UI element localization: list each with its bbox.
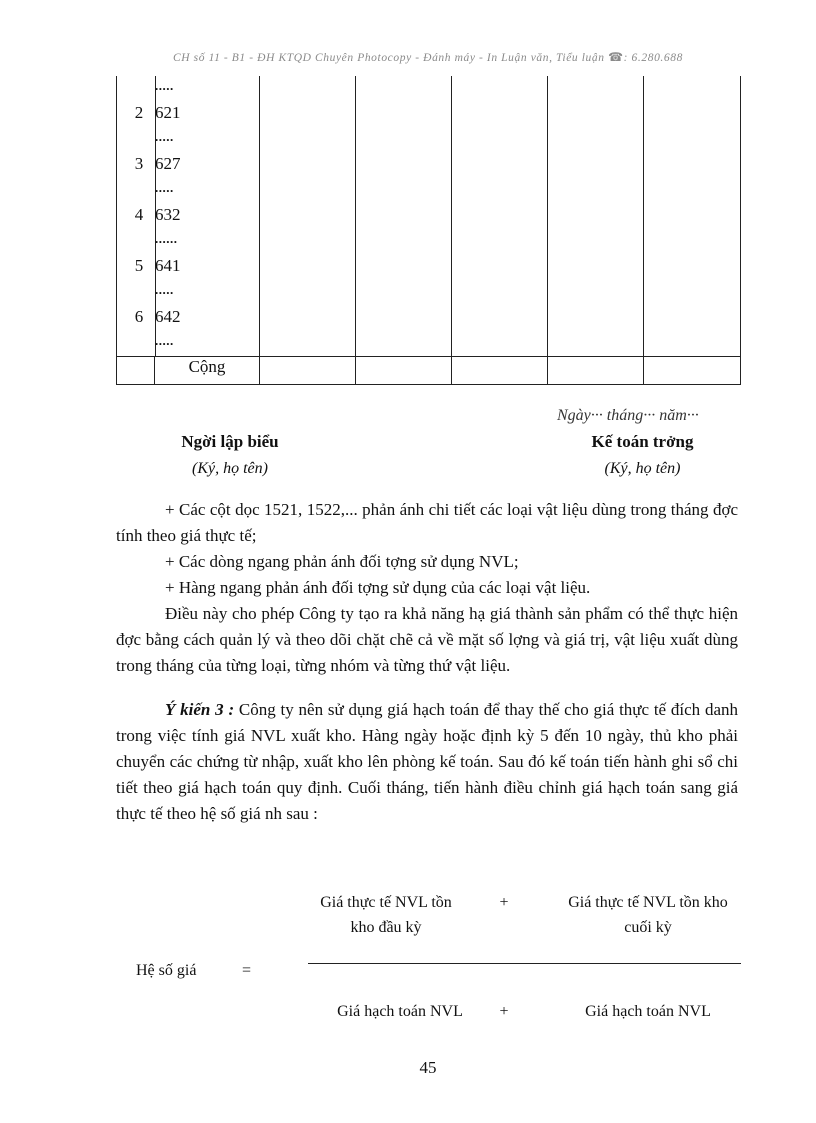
row-account: 632 xyxy=(155,205,181,224)
table-cell xyxy=(452,357,548,385)
table-cell xyxy=(356,357,452,385)
table-cell xyxy=(117,357,155,385)
note-paragraph: + Các cột dọc 1521, 1522,... phản ánh chi tiết các loại vật liệu dùng trong tháng đợc tính theo giá thực tế; xyxy=(116,500,738,545)
row-stt: 4 xyxy=(134,205,144,224)
page-header xyxy=(0,50,816,65)
dots-row: ..... xyxy=(155,78,174,93)
phone-icon: ☎ xyxy=(608,50,624,64)
chief-accountant-signature xyxy=(570,432,715,478)
row-stt: 6 xyxy=(134,307,144,326)
dots-row: ...... xyxy=(155,231,178,246)
date-line: Ngày··· tháng··· năm··· xyxy=(557,407,699,424)
preparer-sub: (Ký, họ tên) xyxy=(192,460,268,477)
fraction-bar xyxy=(308,963,741,964)
row-account: 642 xyxy=(155,307,181,326)
opinion-section xyxy=(116,697,738,827)
denominator-plus: + xyxy=(499,1003,509,1020)
table-left-cell xyxy=(117,76,260,357)
total-label: Cộng xyxy=(155,357,260,385)
dots-row: ..... xyxy=(155,333,174,348)
dots-row: ..... xyxy=(155,180,174,195)
table-cell xyxy=(644,76,741,357)
table-cell xyxy=(260,76,356,357)
denominator-right: Giá hạch toán NVL xyxy=(585,1003,711,1020)
formula-lhs: Hệ số giá xyxy=(136,962,197,979)
table-cell xyxy=(644,357,741,385)
preparer-title: Ngời lập biểu xyxy=(181,432,279,451)
formula-equals: = xyxy=(242,962,252,979)
material-usage-table xyxy=(116,76,741,385)
dots-row: ..... xyxy=(155,282,174,297)
row-stt: 2 xyxy=(134,103,144,122)
header-phone: : 6.280.688 xyxy=(623,52,683,64)
note-paragraph: + Hàng ngang phản ánh đối tợng sử dụng của các loại vật liệu. xyxy=(165,578,591,597)
row-account: 621 xyxy=(155,103,181,122)
numerator-right: Giá thực tế NVL tồn kho cuối kỳ xyxy=(568,894,728,936)
chief-accountant-title: Kế toán trởng xyxy=(591,432,694,451)
table-cell xyxy=(452,76,548,357)
page-number: 45 xyxy=(419,1058,437,1077)
table-cell xyxy=(548,357,644,385)
header-text: CH số 11 - B1 - ĐH KTQD Chuyên Photocopy - Đánh máy - In Luận văn, Tiểu luận xyxy=(173,52,605,64)
table-row xyxy=(117,76,741,357)
note-paragraph: Điều này cho phép Công ty tạo ra khả năng hạ giá thành sản phẩm có thể thực hiện đợc bằng cách quản lý và theo dõi chặt chẽ cả về mặt số lợng và giá trị, vật liệu xuất dùng trong tháng của từng loại, từng nhóm và từng thứ vật liệu. xyxy=(116,604,738,675)
numerator-plus: + xyxy=(499,894,509,911)
table-cell xyxy=(260,357,356,385)
denominator-left: Giá hạch toán NVL xyxy=(337,1003,463,1020)
table-cell xyxy=(548,76,644,357)
notes-section xyxy=(116,497,738,679)
preparer-signature xyxy=(160,432,300,478)
opinion-text: Công ty nên sử dụng giá hạch toán để thay thế cho giá thực tế đích danh trong việc tính giá NVL xuất kho. Hàng ngày hoặc định kỳ 5 đến 10 ngày, thủ kho phải chuyển các chứng từ nhập, xuất kho lên phòng kế toán. Sau đó kế toán tiến hành ghi sổ chi tiết theo giá hạch toán quy định. Cuối tháng, tiến hành điều chỉnh giá hạch toán sang giá thực tế theo hệ số giá nh sau : xyxy=(116,700,738,823)
table-total-row xyxy=(117,357,741,385)
dots-row: ..... xyxy=(155,129,174,144)
row-account: 627 xyxy=(155,154,181,173)
numerator-left: Giá thực tế NVL tồn kho đầu kỳ xyxy=(320,894,452,936)
chief-accountant-sub: (Ký, họ tên) xyxy=(604,460,681,477)
opinion-label: Ý kiến 3 : xyxy=(165,700,235,719)
table-cell xyxy=(356,76,452,357)
row-stt: 3 xyxy=(134,154,144,173)
row-stt: 5 xyxy=(134,256,144,275)
opinion-paragraph xyxy=(116,697,738,827)
row-account: 641 xyxy=(155,256,181,275)
note-paragraph: + Các dòng ngang phản ánh đối tợng sử dụng NVL; xyxy=(165,552,519,571)
